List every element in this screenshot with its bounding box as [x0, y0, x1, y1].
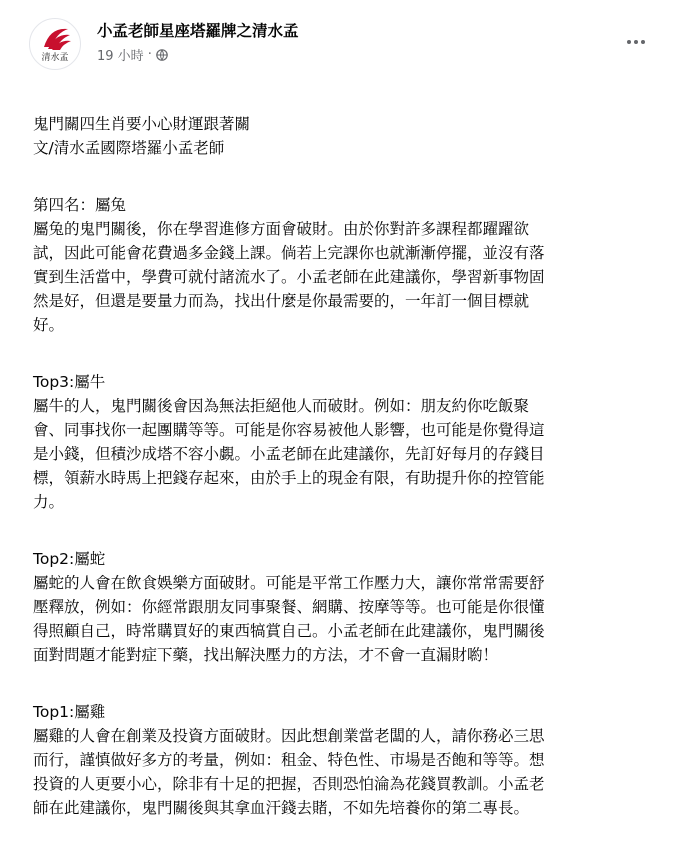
paragraph-rabbit: 第四名：屬兔 屬兔的鬼門關後，你在學習進修方面會破財。由於你對許多課程都躍躍欲 試，因此可能會花費過多金錢上課。倘若上完課你也就漸漸停擺，並沒有落 實到生活當中，學費可就付諸流水了。小孟老師在此建議你，學習新事物固 然是好，但還是要量力而為，找出什麼是你最需要的，一年訂一個目標就 好。 — [33, 196, 545, 334]
separator: · — [147, 47, 152, 62]
author-name[interactable]: 小孟老師星座塔羅牌之清水孟 — [97, 22, 299, 40]
post-header — [29, 16, 685, 74]
more-options-icon[interactable] — [622, 28, 650, 56]
post-body — [33, 88, 665, 853]
post-meta — [97, 45, 168, 64]
dot-icon — [641, 40, 645, 44]
paragraph-snake: Top2:屬蛇 屬蛇的人會在飲食娛樂方面破財。可能是平常工作壓力大，讓你常常需要舒 壓釋放，例如：你經常跟朋友同事聚餐、網購、按摩等等。也可能是你很懂 得照顧自己，時常購買好的東西犒賞自己。小孟老師在此建議你，鬼門關後 面對問題才能對症下藥，找出解決壓力的方法，才不會一直漏財喲！ — [33, 550, 545, 664]
paragraph-ox: Top3:屬牛 屬牛的人，鬼門關後會因為無法拒絕他人而破財。例如：朋友約你吃飯聚 會、同事找你一起團購等等。可能是你容易被他人影響，也可能是你覺得這 是小錢，但積沙成塔不容小覷。小孟老師在此建議你，先訂好每月的存錢目 標，領薪水時馬上把錢存起來，由於手上的現金有限，有助提升你的控管能 力。 — [33, 373, 545, 511]
post-title-paragraph: 鬼門關四生肖要小心財運跟著關 文/清水孟國際塔羅小孟老師 — [33, 115, 251, 157]
paragraph-rooster: Top1:屬雞 屬雞的人會在創業及投資方面破財。因此想創業當老闆的人，請你務必三思 而行，謹慎做好多方的考量，例如：租金、特色性、市場是否飽和等等。想 投資的人更要小心，除非有十足的把握，否則恐怕淪為花錢買教訓。小孟老 師在此建議你，鬼門關後與其拿血汗錢去賭，不如先培養你的第二專長。 — [33, 703, 545, 817]
avatar-logo-text: 清水孟 — [41, 53, 69, 63]
timestamp[interactable]: 19 小時 — [97, 49, 144, 64]
globe-icon[interactable] — [156, 49, 168, 61]
avatar[interactable] — [29, 18, 81, 70]
dot-icon — [634, 40, 638, 44]
logo-icon — [30, 19, 80, 69]
dot-icon — [627, 40, 631, 44]
